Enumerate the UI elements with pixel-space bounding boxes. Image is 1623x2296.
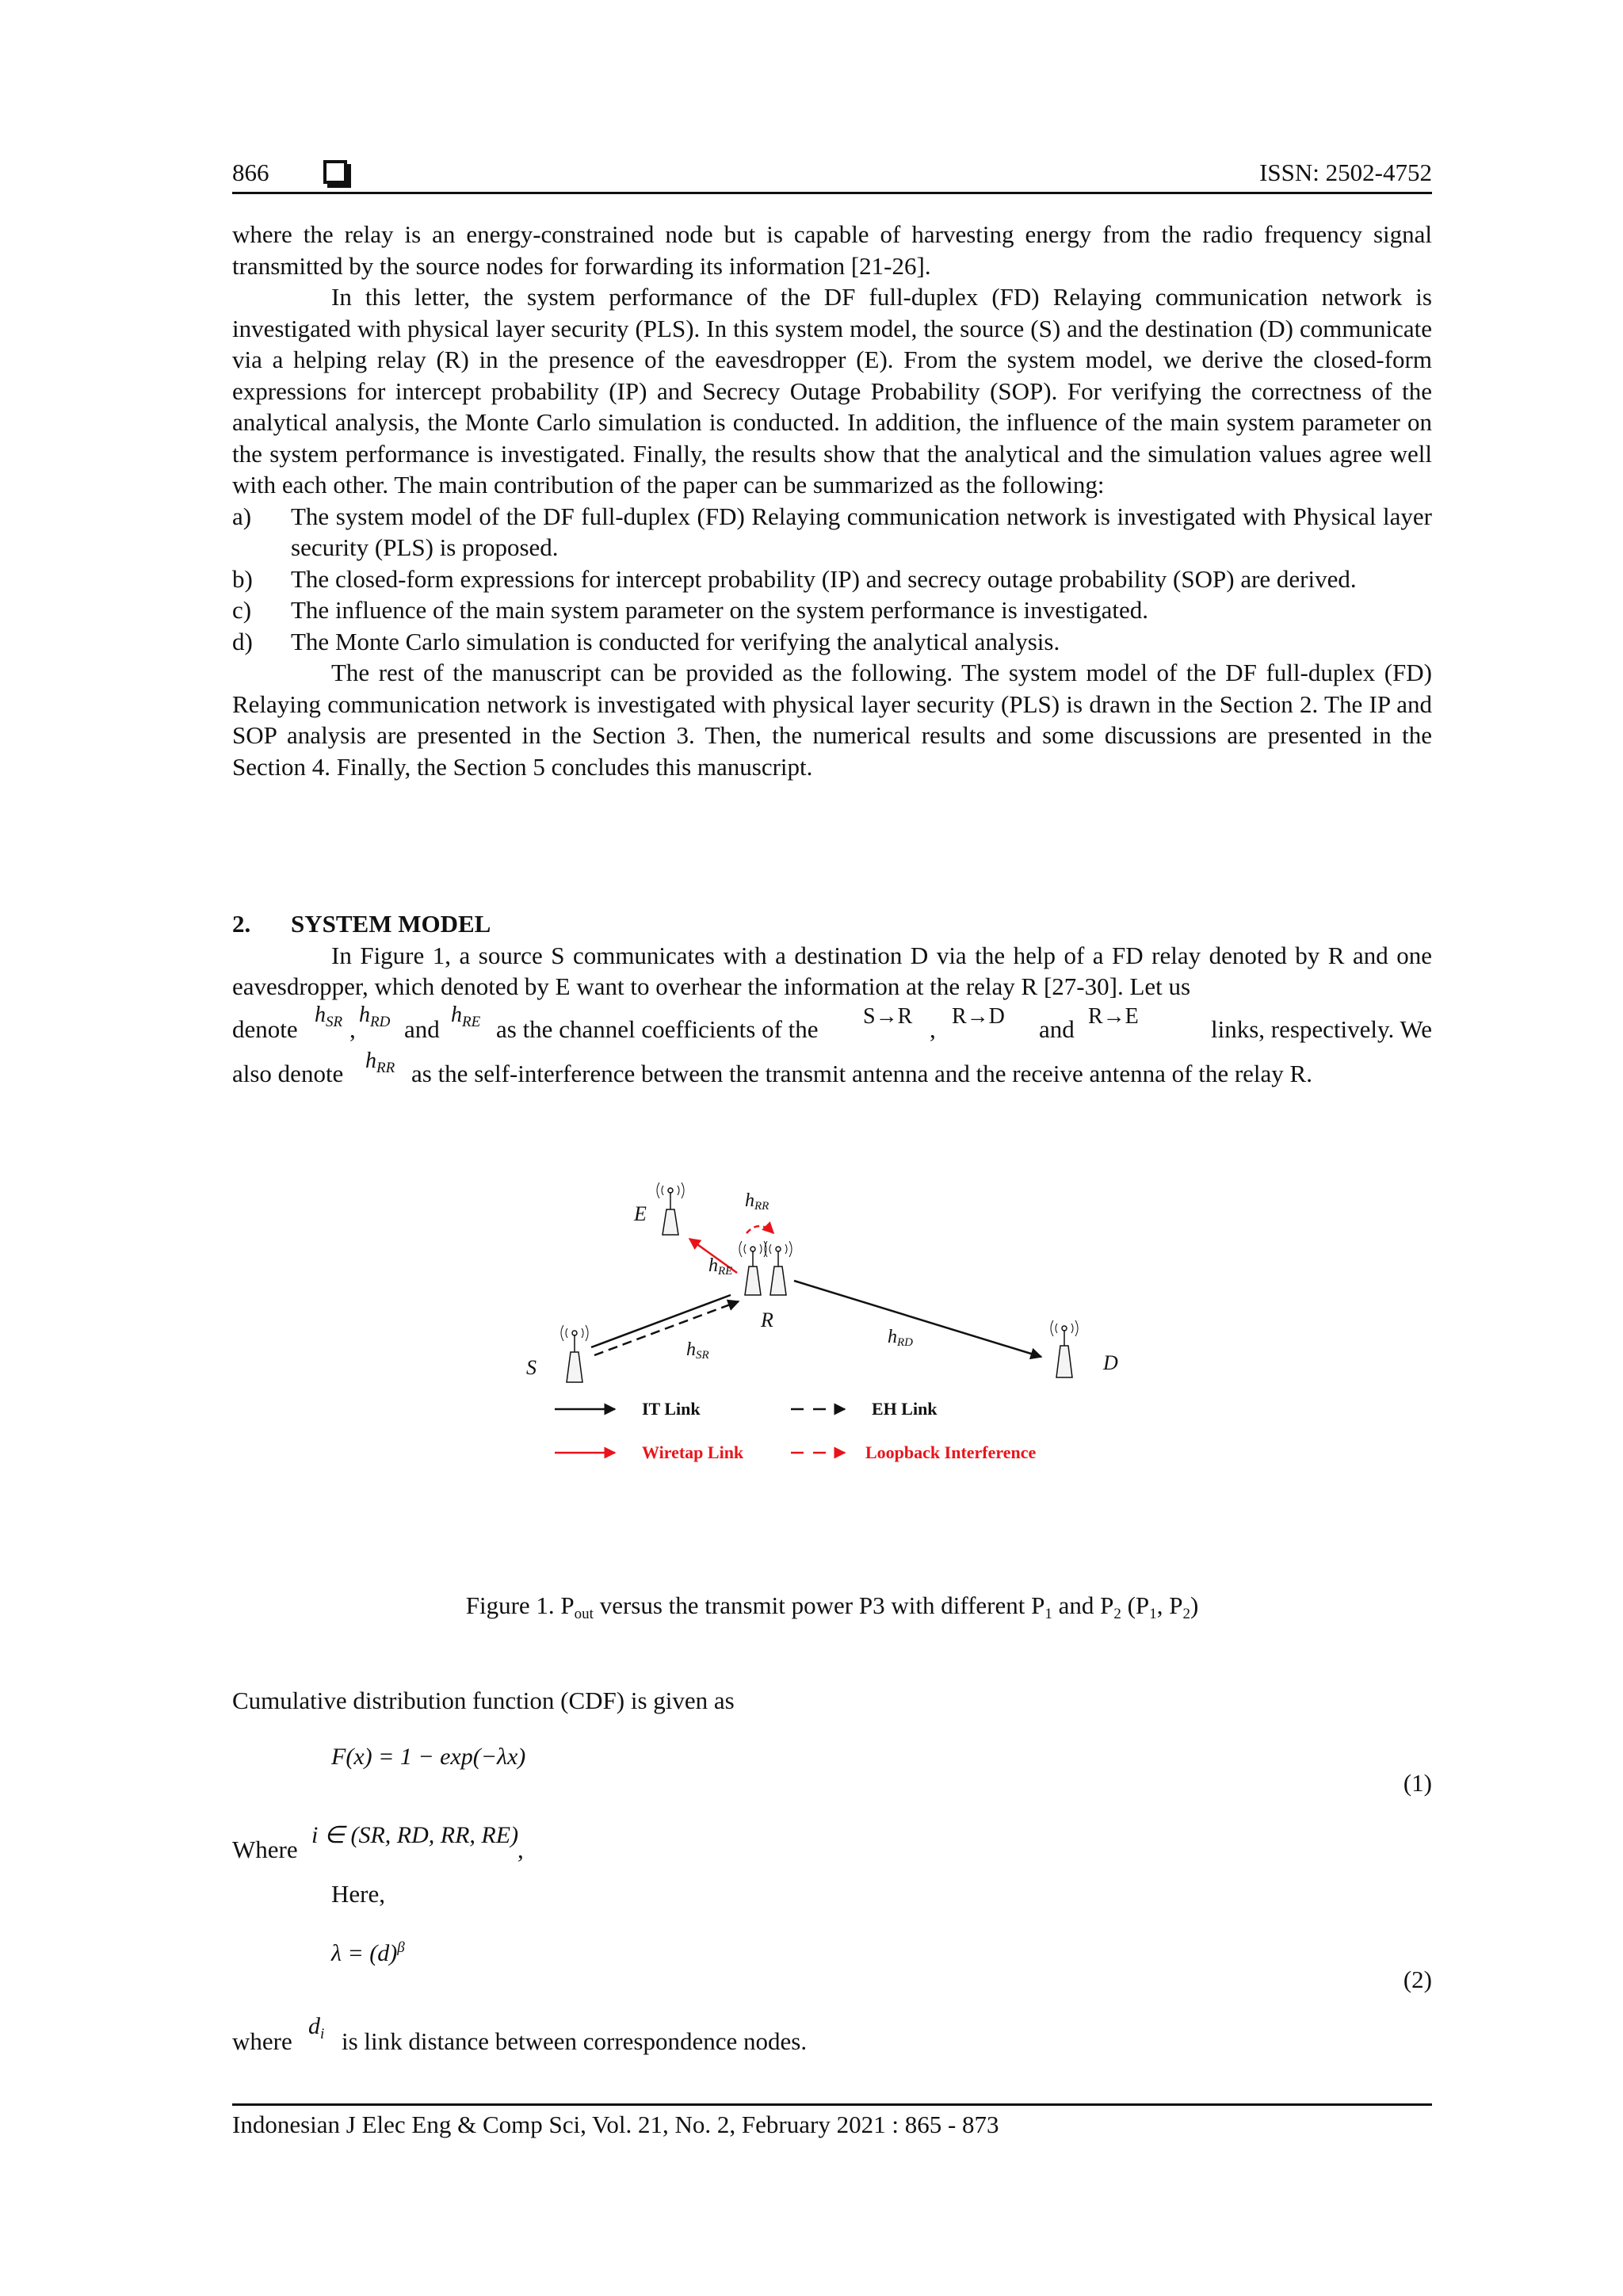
word-and: and [1039, 1014, 1075, 1043]
legend-eh-label: EH Link [872, 1399, 938, 1419]
cdf-intro [232, 1685, 1432, 1717]
footer-rule [232, 2103, 1432, 2106]
caption-part: , P [1156, 1591, 1183, 1619]
equation-1: F(x) = 1 − exp(−λx) [331, 1744, 526, 1770]
it-link-sr [591, 1295, 731, 1347]
item-text: The Monte Carlo simulation is conducted for verifying the analytical analysis. [291, 627, 1060, 655]
h-symbol: h [888, 1327, 897, 1347]
antenna-r-icon [739, 1241, 792, 1295]
caption-part: ) [1190, 1591, 1199, 1619]
issn-label: ISSN: 2502-4752 [1259, 159, 1432, 186]
distance-text: is link distance between correspondence nodes. [342, 2027, 808, 2055]
text-as-channel: as the channel coefficients of the [496, 1014, 819, 1043]
h-symbol: h [745, 1190, 754, 1211]
here-label: Here, [331, 1880, 385, 1908]
item-mark: a) [232, 502, 252, 530]
checkbox-square-icon [323, 160, 347, 184]
section-title: SYSTEM MODEL [291, 910, 491, 938]
antenna-d-icon [1051, 1320, 1078, 1377]
equation-2: $\lambda = (d)^\beta$ [331, 1939, 405, 1966]
symbol-h-rr [365, 1045, 395, 1077]
section-number: 2. [232, 910, 251, 938]
cdf-intro-text: Cumulative distribution function (CDF) is given as [232, 1687, 735, 1714]
word-and: and [404, 1014, 440, 1043]
symbol-h-sr [315, 999, 342, 1031]
node-label-s: S [526, 1356, 537, 1379]
comma: , [930, 1014, 936, 1043]
antenna-s-icon [561, 1325, 588, 1382]
h-symbol: h [359, 1002, 370, 1027]
legend-it-label: IT Link [642, 1399, 701, 1419]
h-subscript: RD [370, 1013, 391, 1030]
caption-sub: 1 [1044, 1606, 1052, 1622]
h-symbol: h [708, 1255, 718, 1276]
label-h-rr [745, 1190, 769, 1213]
label-h-rd [888, 1327, 913, 1349]
item-text: The influence of the main system parameter on the system performance is investigated. [291, 596, 1149, 624]
h-symbol: h [686, 1339, 696, 1360]
caption-sub: 2 [1182, 1606, 1190, 1622]
link-s-to-r: S→R [863, 1003, 913, 1029]
comma: , [349, 1014, 356, 1043]
text-self-interference: as the self-interference between the transmit antenna and the receive antenna of the relay R. [411, 1059, 1312, 1087]
page-footer: Indonesian J Elec Eng & Comp Sci, Vol. 21, No. 2, February 2021 : 865 - 873 [232, 2111, 999, 2138]
item-mark: d) [232, 627, 253, 655]
h-subscript: SR [696, 1349, 709, 1362]
comma: , [517, 1836, 524, 1863]
contribution-item-d [232, 626, 1432, 658]
caption-sub: 1 [1149, 1606, 1157, 1622]
equation-1-number: (1) [1403, 1769, 1432, 1797]
word-denote: denote [232, 1014, 298, 1043]
system-model-figure [507, 1140, 1141, 1568]
caption-sub: 2 [1113, 1606, 1121, 1622]
antenna-e-icon [657, 1182, 684, 1235]
contribution-item-b [232, 563, 1432, 595]
h-subscript: RD [897, 1336, 913, 1349]
node-label-r: R [761, 1308, 773, 1331]
intro-paragraph-3: The rest of the manuscript can be provided as the following. The system model of the DF full-duplex (FD) Relaying communication network is investigated with physical layer security (PLS) is drawn in the Section 2. The IP and SOP analysis are presented in the Section 3. Then, the numerical results and some discussions are presented in the Section 4. Finally, the Section 5 concludes this manuscript. [232, 659, 1432, 781]
intro-paragraph-1: where the relay is an energy-constrained node but is capable of harvesting energy from the radio frequency signal transmitted by the source nodes for forwarding its information [21-26]. [232, 220, 1432, 280]
it-link-rd [794, 1281, 1041, 1357]
equation-2-text: λ = (d) [331, 1940, 398, 1966]
legend-loopback-label: Loopback Interference [865, 1442, 1037, 1462]
section-2-paragraph: In Figure 1, a source S communicates with a destination D via the help of a FD relay denoted by R and one eavesdropper, which denoted by E want to overhear the information at the relay R [27-30]. Let us [232, 941, 1432, 1000]
intro-paragraph-2: In this letter, the system performance of the DF full-duplex (FD) Relaying communication network is investigated with physical layer security (PLS). In this system model, the source (S) and the destination (D) communicate via a helping relay (R) in the presence of the eavesdropper (E). From the system model, we derive the closed-form expressions for intercept probability (IP) and Secrecy Outage Probability (SOP). For verifying the correctness of the analytical analysis, the Monte Carlo simulation is conducted. In addition, the influence of the main system parameter on the system performance is investigated. Finally, the results show that the analytical and the simulation values agree well with each other. The main contribution of the paper can be summarized as the following: [232, 283, 1432, 499]
header-rule [232, 192, 1432, 194]
where-label: Where [232, 1836, 298, 1863]
page-number: 866 [232, 159, 269, 186]
contribution-item-c [232, 594, 1432, 626]
h-subscript: RE [462, 1013, 481, 1030]
h-symbol: h [451, 1002, 462, 1027]
loopback-arrow [747, 1226, 773, 1233]
channel-line [232, 1003, 1432, 1049]
item-text: The system model of the DF full-duplex (FD) Relaying communication network is investigated with Physical layer security (PLS) is proposed. [291, 502, 1432, 561]
where-label: where [232, 2027, 292, 2055]
h-subscript: RE [718, 1265, 733, 1278]
item-text: The closed-form expressions for intercept probability (IP) and secrecy outage probability (SOP) are derived. [291, 564, 1357, 593]
section-2 [232, 908, 1432, 1090]
h-subscript: RR [376, 1059, 395, 1076]
symbol-d-i: $d_i$ [308, 2013, 325, 2042]
caption-part: Figure 1. P [465, 1591, 575, 1619]
item-mark: b) [232, 564, 253, 593]
node-label-e: E [634, 1202, 647, 1225]
figure-caption [232, 1591, 1432, 1620]
label-h-sr [686, 1339, 709, 1362]
where-line [232, 1821, 1432, 1869]
link-r-to-e: R→E [1088, 1003, 1139, 1029]
node-label-d: D [1103, 1351, 1118, 1374]
eh-link-sr [594, 1301, 739, 1355]
intro-text [232, 219, 1432, 782]
label-h-re [708, 1255, 732, 1278]
figure-legend [555, 1399, 1037, 1462]
contribution-item-a [232, 501, 1432, 563]
caption-part: and P [1052, 1591, 1114, 1619]
link-r-to-d: R→D [952, 1003, 1005, 1029]
caption-part: (P [1121, 1591, 1150, 1619]
distance-line [232, 2013, 1432, 2061]
item-mark: c) [232, 596, 252, 624]
self-interference-line [232, 1049, 1432, 1090]
caption-part: versus the transmit power P3 with different P [593, 1591, 1045, 1619]
index-set: i ∈ (SR, RD, RR, RE) [311, 1822, 519, 1848]
text-links-we: links, respectively. We [1210, 1014, 1432, 1043]
equation-2-number: (2) [1403, 1966, 1432, 1993]
symbol-h-rd [359, 999, 390, 1031]
symbol-h-re [451, 999, 480, 1031]
h-symbol: h [315, 1002, 326, 1027]
section-heading [232, 908, 1432, 940]
h-symbol: h [365, 1048, 376, 1073]
page-header [232, 152, 1432, 192]
h-subscript: SR [326, 1013, 343, 1030]
text-also-denote: also denote [232, 1059, 344, 1087]
legend-wiretap-label: Wiretap Link [642, 1442, 744, 1462]
caption-sub: out [574, 1606, 594, 1622]
h-subscript: RR [754, 1200, 769, 1213]
